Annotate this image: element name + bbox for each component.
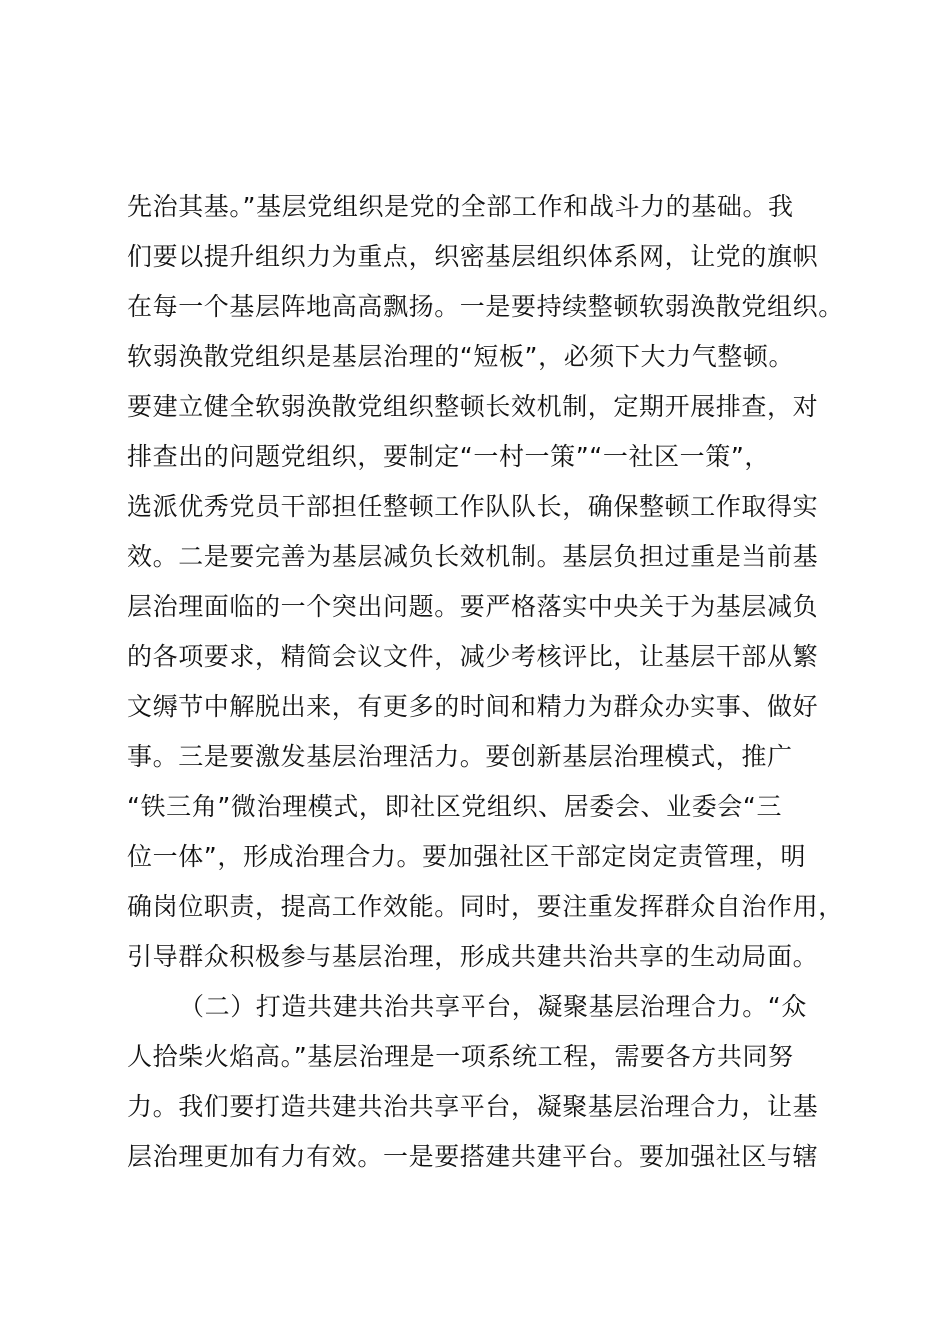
text-line: 层治理更加有力有效。一是要搭建共建平台。要加强社区与辖 [127, 1142, 819, 1171]
text-line: 排查出的问题党组织，要制定“一村一策”“一社区一策”， [127, 442, 771, 471]
text-line: 引导群众积极参与基层治理，形成共建共治共享的生动局面。 [127, 942, 819, 971]
text-line: 人拾柴火焰高。”基层治理是一项系统工程，需要各方共同努 [127, 1042, 794, 1071]
text-line: “铁三角”微治理模式，即社区党组织、居委会、业委会“三 [127, 792, 783, 821]
text-line: 在每一个基层阵地高高飘扬。一是要持续整顿软弱涣散党组织。 [127, 292, 844, 321]
body-text [127, 182, 867, 1182]
text-line: 力。我们要打造共建共治共享平台，凝聚基层治理合力，让基 [127, 1092, 819, 1121]
text-line: 们要以提升组织力为重点，织密基层组织体系网，让党的旗帜 [127, 242, 819, 271]
text-line: 事。三是要激发基层治理活力。要创新基层治理模式，推广 [127, 742, 793, 771]
text-line: 要建立健全软弱涣散党组织整顿长效机制，定期开展排查，对 [127, 392, 819, 421]
text-line: 先治其基。”基层党组织是党的全部工作和战斗力的基础。我 [127, 192, 794, 221]
section-heading-line: （二）打造共建共治共享平台，凝聚基层治理合力。“众 [179, 992, 807, 1021]
text-line: 选派优秀党员干部担任整顿工作队队长，确保整顿工作取得实 [127, 492, 819, 521]
text-line: 的各项要求，精简会议文件，减少考核评比，让基层干部从繁 [127, 642, 819, 671]
text-line: 确岗位职责，提高工作效能。同时，要注重发挥群众自治作用， [127, 892, 844, 921]
text-line: 文缛节中解脱出来，有更多的时间和精力为群众办实事、做好 [127, 692, 819, 721]
text-line: 效。二是要完善为基层减负长效机制。基层负担过重是当前基 [127, 542, 819, 571]
text-line: 层治理面临的一个突出问题。要严格落实中央关于为基层减负 [127, 592, 819, 621]
text-line: 软弱涣散党组织是基层治理的“短板”，必须下大力气整顿。 [127, 342, 795, 371]
text-line: 位一体”，形成治理合力。要加强社区干部定岗定责管理，明 [127, 842, 807, 871]
